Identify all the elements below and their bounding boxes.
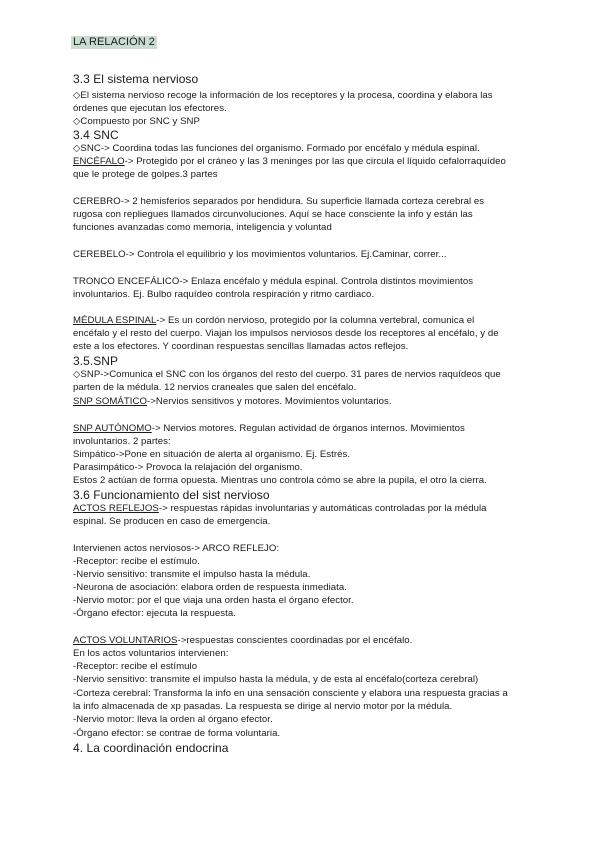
line-text: ◇El sistema nervioso recoge la información de los receptores y la procesa, coordina y elabora las <box>73 90 493 101</box>
line-text: CEREBRO-> 2 hemisferios separados por hendidura. Su superficie llamada corteza cerebral es <box>73 196 485 207</box>
text-line <box>73 169 218 181</box>
line-text: 3.5.SNP <box>73 354 119 368</box>
line-text: ◇SNC-> Coordina todas las funciones del organismo. Formado por encéfalo y médula espinal. <box>73 143 480 154</box>
line-text: Intervienen actos nerviosos-> ARCO REFLEJO: <box>73 543 280 554</box>
text-line <box>73 341 408 353</box>
document-title: LA RELACIÓN 2 <box>73 36 155 48</box>
text-line <box>73 543 279 555</box>
text-line <box>73 674 478 686</box>
text-line <box>73 635 412 647</box>
text-line <box>73 648 228 660</box>
text-line <box>73 423 465 435</box>
line-text: ->Nervios sensitivos y motores. Movimientos voluntarios. <box>147 396 392 407</box>
line-text: -Nervio motor: por el que viaja una orden hasta el órgano efector. <box>73 595 354 606</box>
text-line <box>73 249 447 261</box>
line-text: -Receptor: recibe el estímulo. <box>73 556 200 567</box>
text-line <box>73 516 270 528</box>
text-line <box>73 156 506 168</box>
line-text: Parasimpático-> Provoca la relajación del organismo. <box>73 462 303 473</box>
text-line <box>73 475 487 487</box>
line-text: -Órgano efector: ejecuta la respuesta. <box>73 608 236 619</box>
text-line <box>73 608 236 620</box>
text-line <box>73 569 310 581</box>
line-text: 4. La coordinación endocrina <box>73 741 229 755</box>
section-heading <box>73 128 119 142</box>
line-text: Estos 2 actúan de forma opuesta. Mientras uno controla cómo se abre la pupila, el otro la cierra. <box>73 475 487 486</box>
line-text: espinal. Se producen en caso de emergencia. <box>73 516 271 527</box>
text-line <box>73 436 171 448</box>
section-heading <box>73 354 118 368</box>
line-text: -> Es un cordón nervioso, protegido por la columna vertebral, comunica el <box>156 315 475 326</box>
line-text: 3.3 El sistema nervioso <box>73 72 199 86</box>
text-line <box>73 289 374 301</box>
underlined-term: MÉDULA ESPINAL <box>73 315 157 326</box>
text-line <box>73 90 493 102</box>
line-text: ◇SNP->Comunica el SNC con los órganos del resto del cuerpo. 31 pares de nervios raquídeos que <box>73 369 501 380</box>
line-text: ->respuestas conscientes coordinadas por el encéfalo. <box>177 635 413 646</box>
underlined-term: ACTOS VOLUNTARIOS <box>73 635 178 646</box>
section-heading <box>73 488 270 502</box>
text-line <box>73 276 473 288</box>
line-text: -Neurona de asociación: elabora orden de respuesta inmediata. <box>73 582 347 593</box>
line-text: que le protege de golpes.3 partes <box>73 169 218 180</box>
underlined-term: ENCÉFALO <box>73 156 125 167</box>
line-text: 3.6 Funcionamiento del sist nervioso <box>73 488 270 502</box>
line-text: parten de la médula. 12 nervios craneales que salen del encéfalo. <box>73 382 357 393</box>
text-line <box>73 328 499 340</box>
text-line <box>73 222 332 234</box>
text-line <box>73 143 480 155</box>
line-text: Simpático->Pone en situación de alerta al organismo. Ej. Estrés. <box>73 449 351 460</box>
line-text: -Nervio sensitivo: transmite el impulso hasta la médula, y de esta al encéfalo(corteza cerebral) <box>73 674 479 685</box>
section-heading <box>73 72 198 86</box>
line-text: involuntarios. Ej. Bulbo raquídeo controla respiración y ritmo cardiaco. <box>73 289 375 300</box>
line-text: la info almacenada de xp pasadas. La respuesta se dirige al nervio motor por la médula. <box>73 701 453 712</box>
underlined-term: ACTOS REFLEJOS <box>73 503 159 514</box>
line-text: -> Nervios motores. Regulan actividad de órganos internos. Movimientos <box>151 423 465 434</box>
text-line <box>73 714 273 726</box>
text-line <box>73 595 354 607</box>
text-line <box>73 382 356 394</box>
text-line <box>73 209 473 221</box>
line-text: -Órgano efector: se contrae de forma voluntaria. <box>73 728 281 739</box>
line-text: órdenes que ejecutan los efectores. <box>73 103 227 114</box>
line-text: involuntarios. 2 partes: <box>73 436 171 447</box>
text-line <box>73 116 200 128</box>
text-line <box>73 103 227 115</box>
line-text: funciones avanzadas como memoria, inteligencia y voluntad <box>73 222 332 233</box>
text-line <box>73 196 484 208</box>
line-text: -Corteza cerebral: Transforma la info en una sensación consciente y elabora una respuesta gracias a <box>73 688 508 699</box>
text-line <box>73 449 350 461</box>
text-line <box>73 462 303 474</box>
line-text: TRONCO ENCEFÁLICO-> Enlaza encéfalo y médula espinal. Controla distintos movimientos <box>73 276 474 287</box>
line-text: En los actos voluntarios intervienen: <box>73 648 229 659</box>
line-text: -> Protegido por el cráneo y las 3 meninges por las que circula el líquido cefalorraquídeo <box>124 156 506 167</box>
line-text: este a los efectores. Y coordinan respuestas sencillas llamadas actos reflejos. <box>73 341 409 352</box>
line-text: CEREBELO-> Controla el equilibrio y los movimientos voluntarios. Ej.Caminar, correr... <box>73 249 447 260</box>
line-text: -Nervio motor: lleva la orden al órgano efector. <box>73 714 273 725</box>
line-text: 3.4 SNC <box>73 128 119 142</box>
text-line <box>73 556 200 568</box>
line-text: encéfalo y el resto del cuerpo. Viajan los impulsos nerviosos desde los receptores al encéfalo, y de <box>73 328 499 339</box>
underlined-term: SNP SOMÁTICO <box>73 396 147 407</box>
text-line <box>73 701 452 713</box>
text-line <box>73 396 392 408</box>
line-text: -Receptor: recibe el estímulo <box>73 661 198 672</box>
line-text: -> respuestas rápidas involuntarias y automáticas controladas por la médula <box>158 503 487 514</box>
text-line <box>73 688 508 700</box>
underlined-term: SNP AUTÓNOMO <box>73 423 152 434</box>
text-line <box>73 582 347 594</box>
text-line <box>73 503 487 515</box>
text-line <box>73 661 197 673</box>
line-text: ◇Compuesto por SNC y SNP <box>73 116 200 127</box>
text-line <box>73 369 501 381</box>
line-text: -Nervio sensitivo: transmite el impulso hasta la médula. <box>73 569 311 580</box>
line-text: rugosa con repliegues llamados circunvoluciones. Aquí se hace consciente la info y están las <box>73 209 473 220</box>
section-heading <box>73 741 229 755</box>
text-line <box>73 728 280 740</box>
text-line <box>73 315 474 327</box>
